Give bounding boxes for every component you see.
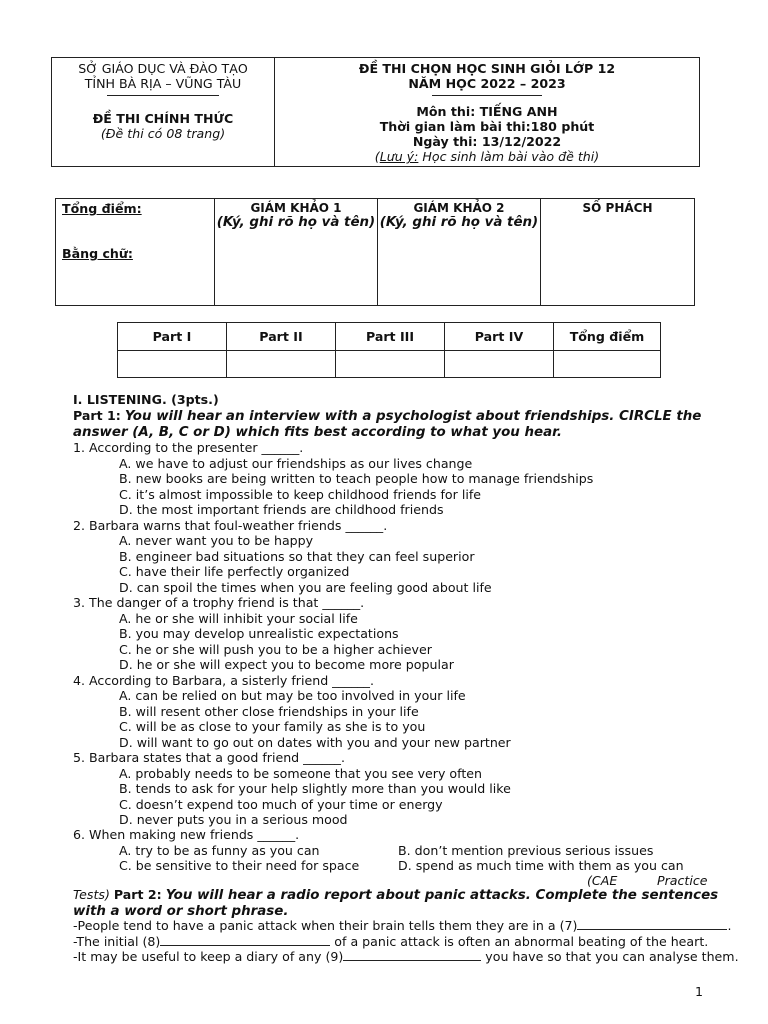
- score-table: [55, 198, 695, 306]
- answer-blank-8[interactable]: [160, 934, 330, 946]
- section-title: I. LISTENING. (3pts.): [73, 392, 219, 407]
- code-label: SỐ PHÁCH: [582, 201, 653, 215]
- examiner1-label: GIÁM KHẢO 1: [250, 201, 342, 215]
- question-stem: 2. Barbara warns that foul-weather friends ______.: [73, 517, 388, 533]
- official-label: ĐỀ THI CHÍNH THỨC: [92, 111, 234, 126]
- option: D. spend as much time with them as you can: [398, 858, 684, 873]
- option: D. can spoil the times when you are feeling good about life: [119, 579, 492, 595]
- option: B. new books are being written to teach people how to manage friendships: [119, 471, 594, 486]
- option: B. don’t mention previous serious issues: [398, 842, 654, 858]
- divider: [107, 95, 219, 96]
- option: B. will resent other close friendships in your life: [119, 703, 419, 719]
- option: C. have their life perfectly organized: [119, 564, 350, 579]
- page-number: 1: [695, 984, 704, 999]
- examiner2-sub: (Ký, ghi rõ họ và tên): [379, 215, 539, 230]
- part-header: Part I: [118, 323, 227, 351]
- option: C. he or she will push you to be a higher achiever: [119, 641, 432, 657]
- header-table: [51, 57, 700, 167]
- option: A. we have to adjust our friendships as our lives change: [119, 455, 473, 471]
- sentence-9: -It may be useful to keep a diary of any (9) you have so that you can analyse them.: [73, 949, 739, 964]
- option: D. he or she will expect you to become more popular: [119, 657, 454, 672]
- question-stem: 1. According to the presenter ______.: [73, 440, 304, 455]
- option: C. doesn’t expend too much of your time or energy: [119, 796, 443, 812]
- option: A. try to be as funny as you can: [119, 842, 320, 858]
- option: C. be sensitive to their need for space: [119, 858, 360, 873]
- option: D. will want to go out on dates with you and your new partner: [119, 734, 511, 750]
- part-header: Part III: [336, 323, 445, 351]
- code-cell: [541, 199, 695, 306]
- option: B. engineer bad situations so that they can feel superior: [119, 548, 475, 564]
- header-right: [275, 58, 700, 167]
- source-word: Practice: [657, 873, 708, 888]
- score-cell: [227, 351, 336, 378]
- option: A. probably needs to be someone that you see very often: [119, 765, 483, 781]
- examiner2-label: GIÁM KHẢO 2: [413, 201, 505, 215]
- examiner2-cell: [378, 199, 541, 306]
- part-header: Tổng điểm: [554, 323, 661, 351]
- score-cell: [554, 351, 661, 378]
- department-name: SỞ GIÁO DỤC VÀ ĐÀO TẠO: [78, 61, 248, 76]
- option: D. the most important friends are childhood friends: [119, 502, 444, 517]
- question-stem: 5. Barbara states that a good friend ______.: [73, 750, 345, 765]
- source-open: (CAE: [587, 873, 618, 888]
- question-stem: 6. When making new friends ______.: [73, 827, 300, 842]
- divider: [432, 95, 542, 96]
- score-cell: [445, 351, 554, 378]
- question-stem: 4. According to Barbara, a sisterly friend ______.: [73, 672, 374, 688]
- total-score-label: Tổng điểm:: [62, 201, 142, 216]
- school-year: NĂM HỌC 2022 – 2023: [408, 76, 566, 92]
- part1-instructions: Part 1: You will hear an interview with a psychologist about friendships. CIRCLE the answer (A, B, C or D) which fits best according to what you hear.: [73, 408, 702, 440]
- province-name: TỈNH BÀ RỊA – VŨNG TÀU: [84, 76, 242, 91]
- examiner1-sub: (Ký, ghi rõ họ và tên): [216, 215, 376, 230]
- examiner1-cell: [215, 199, 378, 306]
- part-header: Part II: [227, 323, 336, 351]
- exam-date: Ngày thi: 13/12/2022: [412, 134, 562, 150]
- option: D. never puts you in a serious mood: [119, 812, 348, 827]
- note: (Lưu ý: Học sinh làm bài vào đề thi): [374, 149, 600, 165]
- score-cell: [336, 351, 445, 378]
- option: A. he or she will inhibit your social life: [119, 610, 358, 626]
- score-in-words-label: Bằng chữ:: [62, 246, 133, 261]
- total-score-cell: [56, 199, 215, 306]
- option: C. will be as close to your family as she is to you: [119, 719, 426, 734]
- answer-blank-9[interactable]: [343, 949, 481, 961]
- subject: Môn thi: TIẾNG ANH: [416, 103, 558, 119]
- option: B. you may develop unrealistic expectations: [119, 626, 399, 641]
- part2-heading: Tests) Part 2: You will hear a radio report about panic attacks. Complete the sentences with a word or short phrase.: [73, 887, 719, 919]
- option: C. it’s almost impossible to keep childhood friends for life: [119, 486, 481, 502]
- header-left: [52, 58, 275, 167]
- option: A. can be relied on but may be too involved in your life: [119, 688, 466, 703]
- parts-table: [117, 322, 661, 378]
- sentence-8: -The initial (8) of a panic attack is often an abnormal beating of the heart.: [73, 934, 709, 949]
- question-stem: 3. The danger of a trophy friend is that ______.: [73, 595, 365, 610]
- option: A. never want you to be happy: [119, 533, 314, 548]
- sentence-7: -People tend to have a panic attack when their brain tells them they are in a (7) .: [73, 918, 732, 933]
- option: B. tends to ask for your help slightly more than you would like: [119, 781, 511, 796]
- page-count: (Đề thi có 08 trang): [100, 126, 226, 141]
- part-header: Part IV: [445, 323, 554, 351]
- answer-blank-7[interactable]: [577, 918, 727, 930]
- score-cell: [118, 351, 227, 378]
- duration: Thời gian làm bài thi:180 phút: [379, 118, 595, 134]
- exam-title: ĐỀ THI CHỌN HỌC SINH GIỎI LỚP 12: [358, 61, 616, 76]
